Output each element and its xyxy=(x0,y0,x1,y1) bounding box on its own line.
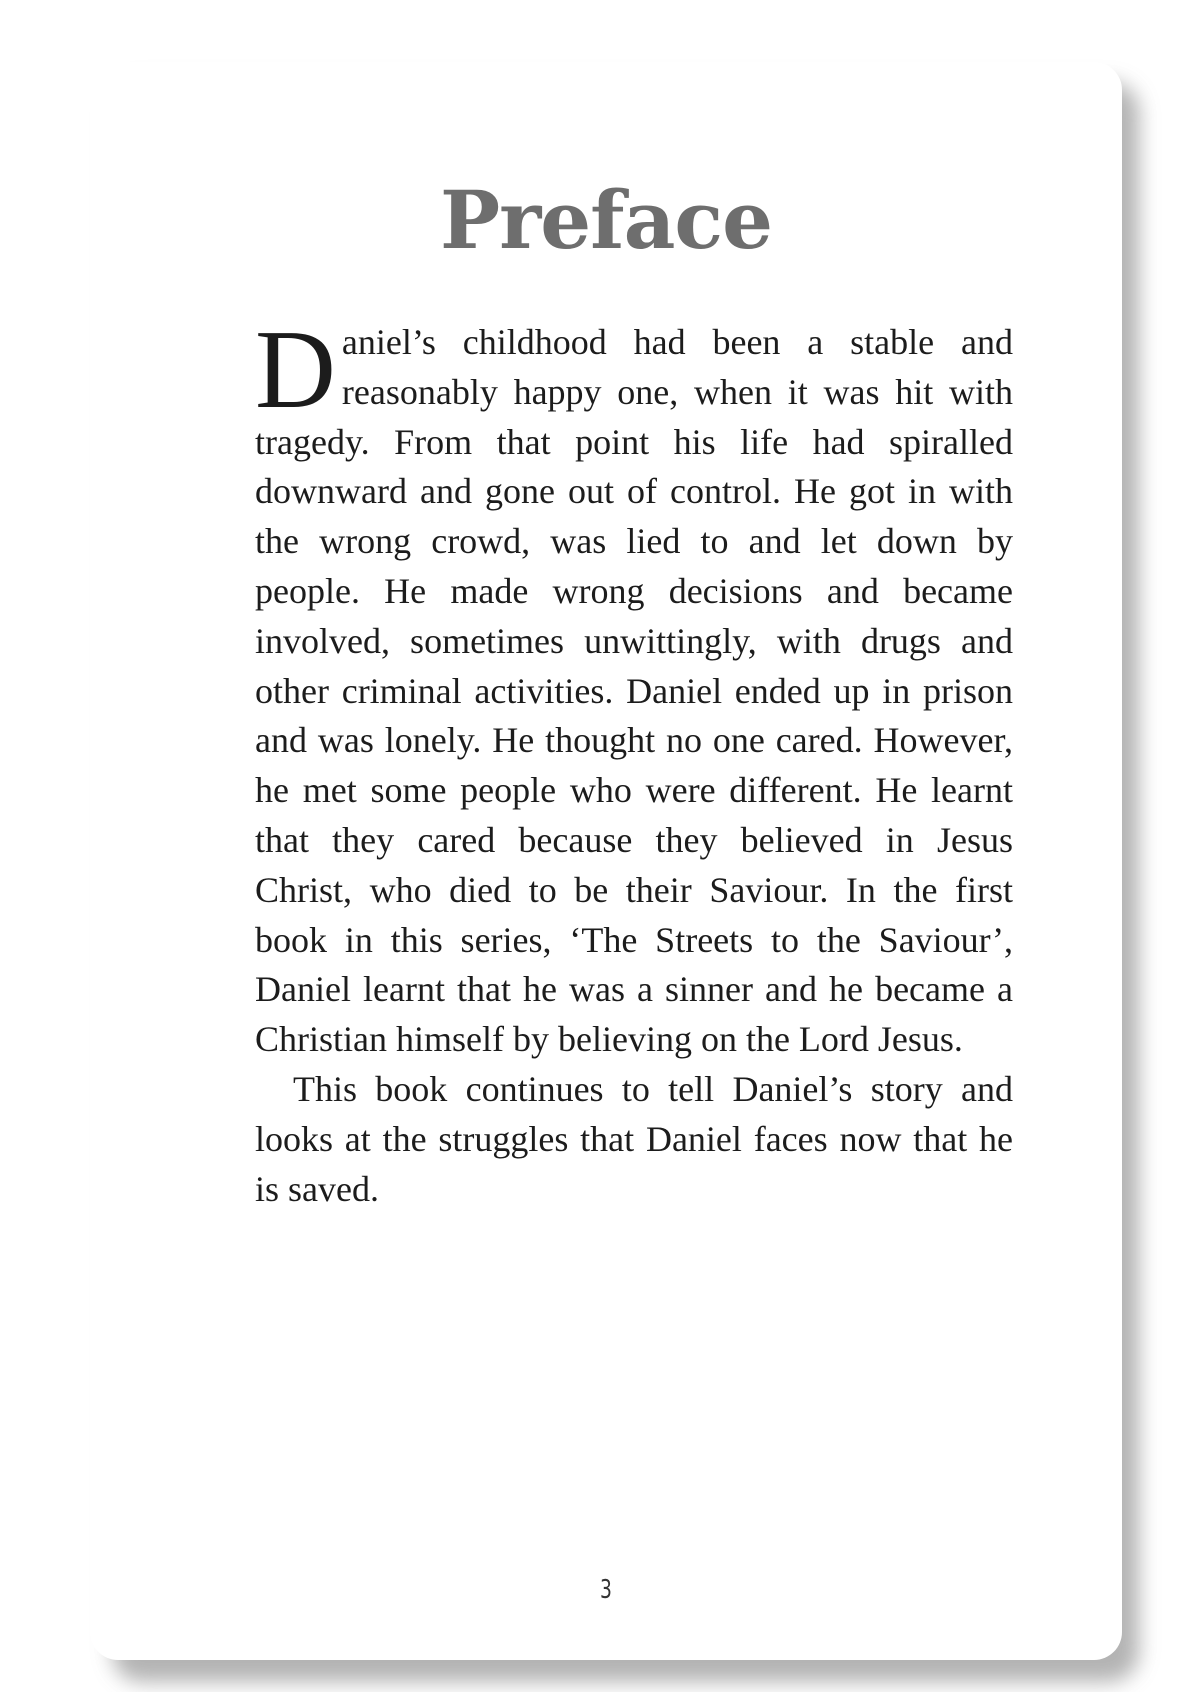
paragraph-1-text: aniel’s childhood had been a stable and reasonably happy one, when it was hit with tragedy. From that point his life had spiralled downward and gone out of control. He got in with the wrong crowd, was lied to and let down by people. He made wrong decisions and became involved, sometimes unwittingly, with drugs and other criminal activities. Daniel ended up in prison and was lonely. He thought no one cared. However, he met some people who were different. He learnt that they cared because they believed in Jesus Christ, who died to be their Saviour. In the first book in this series, ‘The Streets to the Saviour’, Daniel learnt that he was a sinner and he became a Christian himself by believing on the Lord Jesus. xyxy=(255,322,1013,1060)
drop-cap-letter: D xyxy=(255,308,336,432)
book-page xyxy=(90,62,1122,1660)
page-title: Preface xyxy=(439,173,773,267)
paragraph-2: This book continues to tell Daniel’s story and looks at the struggles that Daniel faces now that he is saved. xyxy=(255,1068,1013,1209)
preface-body xyxy=(255,308,1013,1214)
paragraph-1 xyxy=(255,308,1013,1065)
page-number: 3 xyxy=(600,1575,612,1605)
